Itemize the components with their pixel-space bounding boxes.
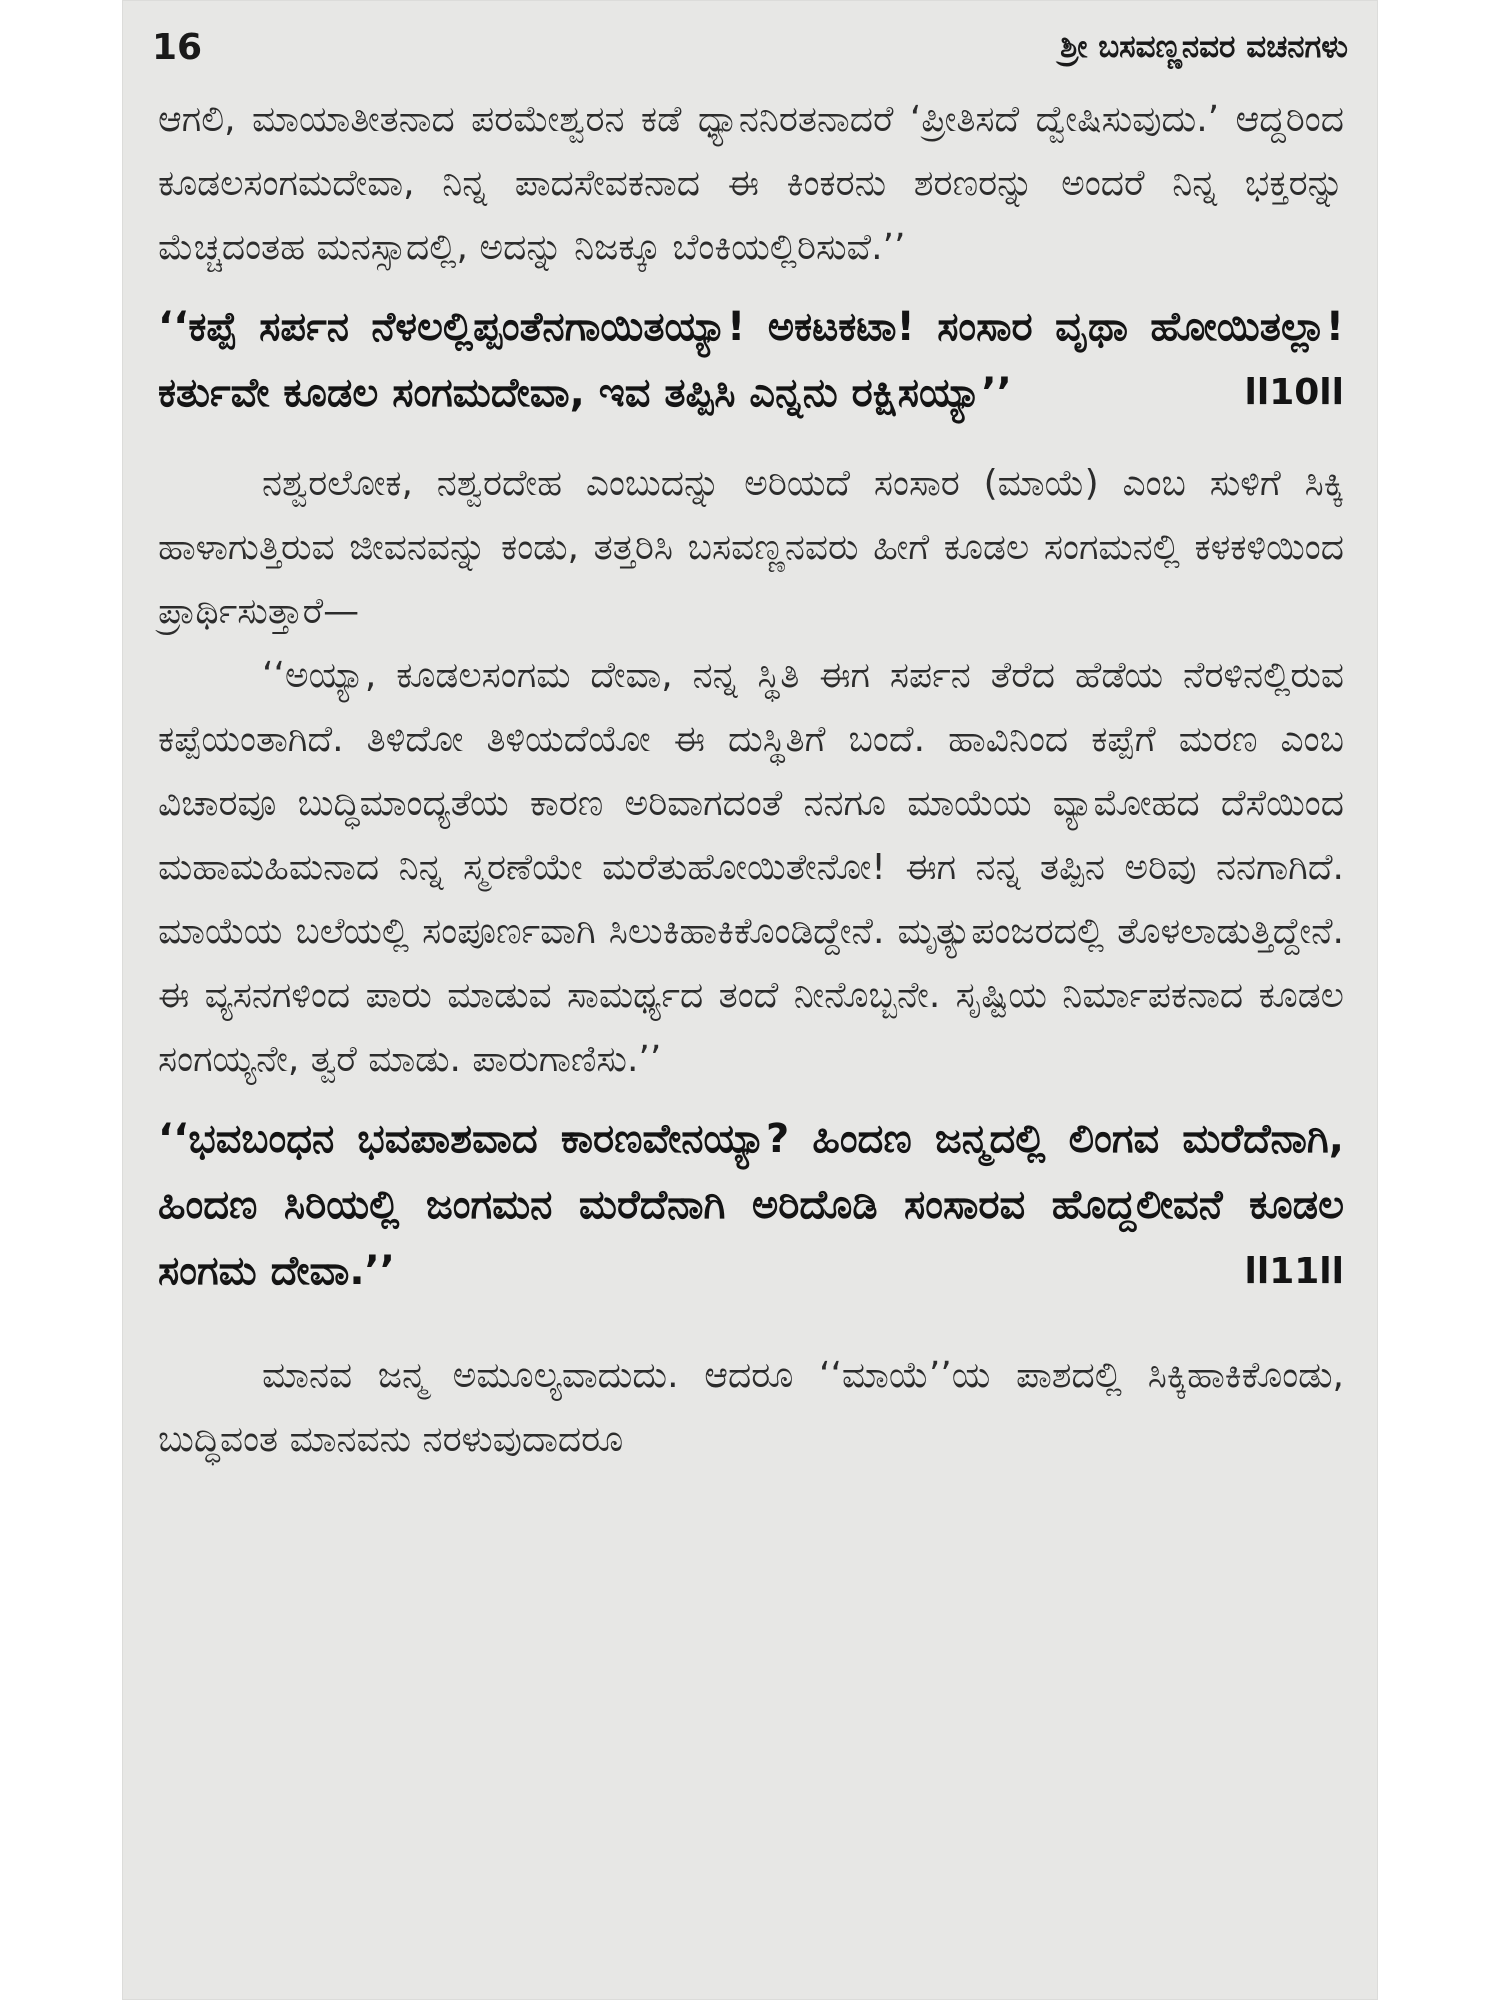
vachana-10: [158, 294, 1344, 426]
page-number: 16: [152, 26, 203, 68]
paragraph-4: ಮಾನವ ಜನ್ಮ ಅಮೂಲ್ಯವಾದುದು. ಆದರೂ ‘‘ಮಾಯೆ’’ಯ ಪಾಶದಲ್ಲಿ ಸಿಕ್ಕಿಹಾಕಿಕೊಂಡು, ಬುದ್ಧಿವಂತ ಮಾನವನು ನರಳುವುದಾದರೂ: [158, 1355, 1344, 1460]
paragraph-3: ‘‘ಅಯ್ಯಾ, ಕೂಡಲಸಂಗಮ ದೇವಾ, ನನ್ನ ಸ್ಥಿತಿ ಈಗ ಸರ್ಪನ ತೆರೆದ ಹೆಡೆಯ ನೆರಳಿನಲ್ಲಿರುವ ಕಪ್ಪೆಯಂತಾಗಿದೆ. ತಿಳಿದೋ ತಿಳಿಯದೆಯೋ ಈ ದುಸ್ಥಿತಿಗೆ ಬಂದೆ. ಹಾವಿನಿಂದ ಕಪ್ಪೆಗೆ ಮರಣ ಎಂಬ ವಿಚಾರವೂ ಬುದ್ಧಿಮಾಂದ್ಯತೆಯ ಕಾರಣ ಅರಿವಾಗದಂತೆ ನನಗೂ ಮಾಯೆಯ ವ್ಯಾಮೋಹದ ದೆಸೆಯಿಂದ ಮಹಾಮಹಿಮನಾದ ನಿನ್ನ ಸ್ಮರಣೆಯೇ ಮರೆತುಹೋಯಿತೇನೋ! ಈಗ ನನ್ನ ತಪ್ಪಿನ ಅರಿವು ನನಗಾಗಿದೆ. ಮಾಯೆಯ ಬಲೆಯಲ್ಲಿ ಸಂಪೂರ್ಣವಾಗಿ ಸಿಲುಕಿಹಾಕಿಕೊಂಡಿದ್ದೇನೆ. ಮೃತ್ಯುಪಂಜರದಲ್ಲಿ ತೊಳಲಾಡುತ್ತಿದ್ದೇನೆ. ಈ ವ್ಯಸನಗಳಿಂದ ಪಾರು ಮಾಡುವ ಸಾಮರ್ಥ್ಯದ ತಂದೆ ನೀನೊಬ್ಬನೇ. ಸೃಷ್ಟಿಯ ನಿರ್ಮಾಪಕನಾದ ಕೂಡಲ ಸಂಗಯ್ಯನೇ, ತ್ವರೆ ಮಾಡು. ಪಾರುಗಾಣಿಸು.’’: [158, 655, 1344, 1080]
vachana-10-text: ‘‘ಕಪ್ಪೆ ಸರ್ಪನ ನೆಳಲಲ್ಲಿಪ್ಪಂತೆನಗಾಯಿತಯ್ಯಾ! ಅಕಟಕಟಾ! ಸಂಸಾರ ವೃಥಾ ಹೋಯಿತಲ್ಲಾ! ಕರ್ತುವೇ ಕೂಡಲ ಸಂಗಮದೇವಾ, ಇವ ತಪ್ಪಿಸಿ ಎನ್ನನು ರಕ್ಷಿಸಯ್ಯಾ’’: [158, 304, 1344, 416]
paragraph-1: ಆಗಲಿ, ಮಾಯಾತೀತನಾದ ಪರಮೇಶ್ವರನ ಕಡೆ ಧ್ಯಾನನಿರತನಾದರೆ ‘ಪ್ರೀತಿಸದೆ ದ್ವೇಷಿಸುವುದು.’ ಆದ್ದರಿಂದ ಕೂಡಲಸಂಗಮದೇವಾ, ನಿನ್ನ ಪಾದಸೇವಕನಾದ ಈ ಕಿಂಕರನು ಶರಣರನ್ನು ಅಂದರೆ ನಿನ್ನ ಭಕ್ತರನ್ನು ಮೆಚ್ಚದಂತಹ ಮನಸ್ಸಾದಲ್ಲಿ, ಅದನ್ನು ನಿಜಕ್ಕೂ ಬೆಂಕಿಯಲ್ಲಿರಿಸುವೆ.’’: [158, 99, 1344, 268]
vachana-11: ‘‘ಭವಬಂಧನ ಭವಪಾಶವಾದ ಕಾರಣವೇನಯ್ಯಾ? ಹಿಂದಣ ಜನ್ಮದಲ್ಲಿ ಲಿಂಗವ ಮರೆದೆನಾಗಿ, ಹಿಂದಣ ಸಿರಿಯಲ್ಲಿ ಜಂಗಮನ ಮರೆದೆನಾಗಿ ಅರಿದೊಡಿ ಸಂಸಾರವ ಹೊದ್ದಲೀವನೆ ಕೂಡಲ ಸಂಗಮ ದೇವಾ.’’: [158, 1116, 1344, 1294]
page-header: [152, 22, 1348, 72]
running-head: ಶ್ರೀ ಬಸವಣ್ಣನವರ ವಚನಗಳು: [1060, 28, 1348, 65]
verse-number-11: ll11ll: [1244, 1251, 1344, 1292]
page-body: [158, 88, 1344, 1472]
verse-number-10: ll10ll: [1244, 372, 1344, 413]
paragraph-2: ನಶ್ವರಲೋಕ, ನಶ್ವರದೇಹ ಎಂಬುದನ್ನು ಅರಿಯದೆ ಸಂಸಾರ (ಮಾಯೆ) ಎಂಬ ಸುಳಿಗೆ ಸಿಕ್ಕಿ ಹಾಳಾಗುತ್ತಿರುವ ಜೀವನವನ್ನು ಕಂಡು, ತತ್ತರಿಸಿ ಬಸವಣ್ಣನವರು ಹೀಗೆ ಕೂಡಲ ಸಂಗಮನಲ್ಲಿ ಕಳಕಳಿಯಿಂದ ಪ್ರಾರ್ಥಿಸುತ್ತಾರೆ—: [158, 463, 1344, 632]
book-page: [122, 0, 1378, 2000]
